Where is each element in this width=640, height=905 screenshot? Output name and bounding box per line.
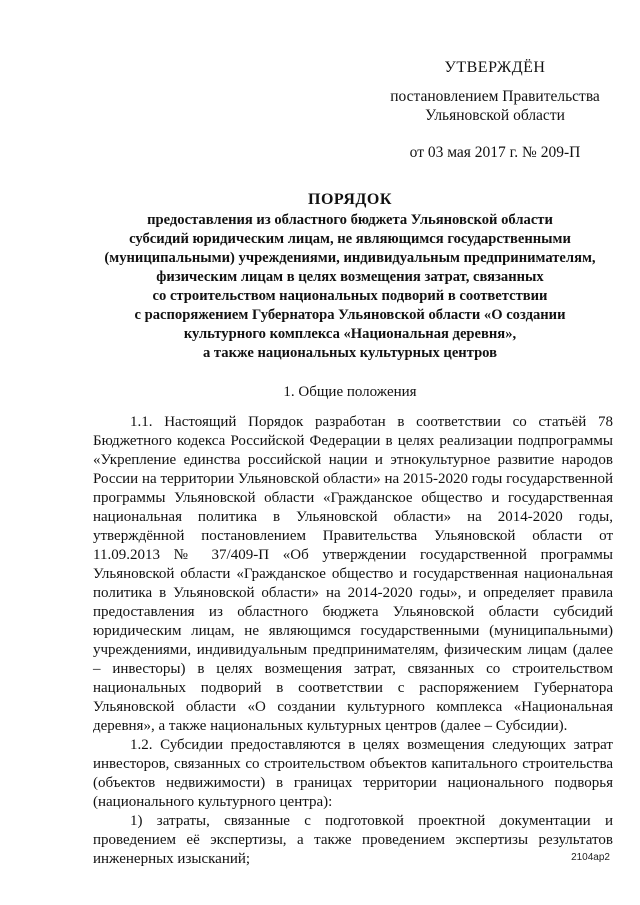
paragraph: 1.2. Субсидии предоставляются в целях возмещения следующих затрат инвесторов, связанных со строительством объектов капитального строительства (объектов недвижимости) в границах территории национального подворья (национального культурного центра):	[93, 737, 613, 810]
document-title	[80, 190, 620, 363]
title-line: предоставления из областного бюджета Ульяновской области	[147, 212, 553, 228]
title-line: физическим лицам в целях возмещения затрат, связанных	[156, 269, 544, 285]
title-main: ПОРЯДОК	[308, 191, 392, 208]
title-line: со строительством национальных подворий в соответствии	[152, 288, 548, 304]
title-line: (муниципальными) учреждениями, индивидуальным предпринимателям,	[104, 250, 596, 266]
title-line: а также национальных культурных центров	[202, 345, 497, 361]
title-line: культурного комплекса «Национальная деревня»,	[183, 326, 517, 342]
title-line: субсидий юридическим лицам, не являющимся государственными	[129, 231, 571, 247]
section-heading: 1. Общие положения	[283, 384, 417, 400]
approval-word: УТВЕРЖДЁН	[444, 59, 546, 76]
footer-code: 2104ар2	[571, 852, 610, 863]
document-body	[93, 413, 613, 869]
approval-line-1: постановлением Правительства	[390, 88, 600, 105]
paragraph: 1.1. Настоящий Порядок разработан в соответствии со статьёй 78 Бюджетного кодекса Российской Федерации в целях реализации подпрограммы «Укрепление единства российской нации и этнокультурное развитие народов России на территории Ульяновской области» на 2015-2020 годы государственной программы Ульяновской области «Гражданское общество и государственная национальная политика в Ульяновской области» на 2014-2020 годы, утверждённой постановлением Правительства Ульяновской области от 11.09.2013 № 37/409-П «Об утверждении государственной программы Ульяновской области «Гражданское общество и государственная национальная политика в Ульяновской области» на 2014-2020 годы», и определяет правила предоставления из областного бюджета Ульяновской области субсидий юридическим лицам, не являющимся государственными (муниципальными) учреждениями, индивидуальным предпринимателям, физическим лицам (далее – инвесторы) в целях возмещения затрат, связанных со строительством национальных подворий в соответствии с распоряжением Губернатора Ульяновской области «О создании культурного комплекса «Национальная деревня», а также национальных культурных центров (далее – Субсидии).	[93, 414, 613, 734]
title-line: с распоряжением Губернатора Ульяновской области «О создании	[134, 307, 566, 323]
approval-line-2: Ульяновской области	[425, 107, 565, 124]
approval-date: от 03 мая 2017 г. № 209-П	[409, 144, 581, 161]
approval-stamp-block	[380, 58, 610, 162]
paragraph: 1) затраты, связанные с подготовкой проектной документации и проведением её экспертизы, а также проведением экспертизы результатов инженерных изысканий;	[93, 813, 613, 867]
